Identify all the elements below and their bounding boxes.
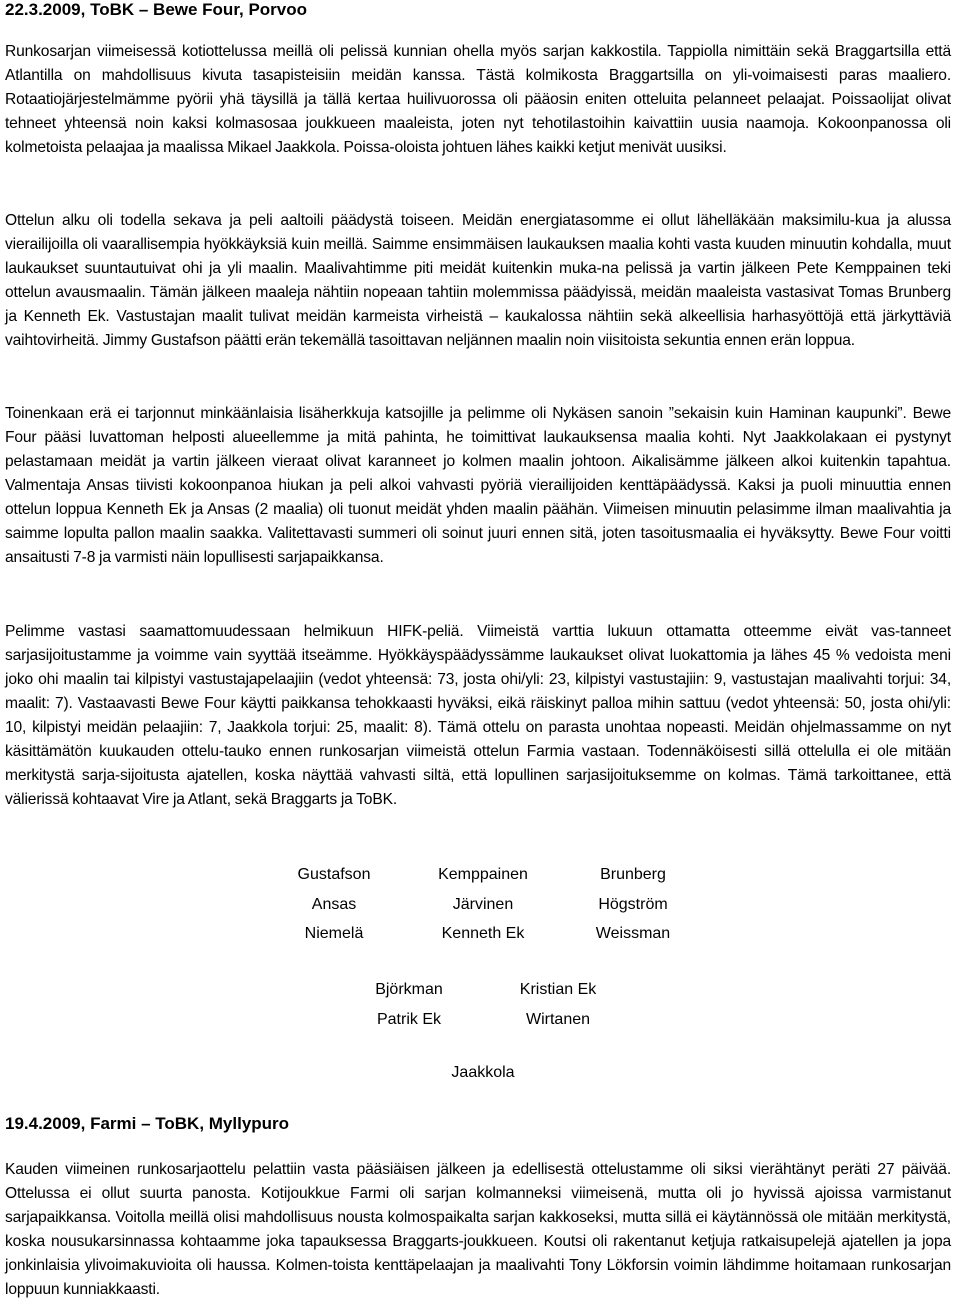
lineup-goalkeeper: Jaakkola: [451, 1064, 515, 1081]
lineup-player: Kemppainen: [438, 866, 528, 883]
lineup-row-3: [0, 922, 960, 946]
lineup-player: Kenneth Ek: [441, 925, 525, 942]
lineup-player: Weissman: [595, 925, 671, 942]
lineup-row-2: [0, 893, 960, 917]
match-report-paragraph-1: Runkosarjan viimeisessä kotiottelussa meillä oli pelissä kunnian ohella myös sarjan kakkostila. Tappiolla nimittäin sekä Braggartsilla että Atlantilla on mahdollisuus kivuta tasapisteisiin meidän kanssa. Tästä kolmikosta Braggartsilla on yli-voimaisesti paras maaliero. Rotaatiojärjestelmämme pyörii yhä täysillä ja tällä kertaa huilivuorossa oli pääosin eniten otteluita pelanneet pelaajat. Poissaolijat olivat tehneet yhteensä noin kaksi kolmasosaa joukkueen maaleista, joten nyt tehotilastoihin kaivattiin uusia naamoja. Kokoonpanossa oli kolmetoista pelaajaa ja maalissa Mikael Jaakkola. Poissa-oloista johtuen lähes kaikki ketjut menivät uusiksi.: [5, 43, 951, 156]
match-report-paragraph-2: Ottelun alku oli todella sekava ja peli aaltoili päädystä toiseen. Meidän energiatasomme ei ollut lähelläkään maksimilu-kua ja alussa vierailijoilla oli vaarallisempia hyökkäyksiä kuin meillä. Saimme ensimmäisen laukauksen maalia kohti vasta kuuden minuutin kohdalla, muut laukaukset suuntautuivat ohi ja yli maalin. Maalivahtimme piti meidät kuitenkin muka-na pelissä ja vartin jälkeen Pete Kemppainen teki ottelun avausmaalin. Tämän jälkeen maaleja nähtiin nopeaan tahtiin molemmissa päädyissä, meidän maaleista vastasivat Tomas Brunberg ja Kenneth Ek. Vastustajan maalit tulivat meidän karmeista virheistä – kaukalossa nähtiin sekä alkeellisia harhasyöttöjä että järkyttäviä vaihtovirheitä. Jimmy Gustafson päätti erän tekemällä tasoittavan neljännen maalin noin viisitoista sekuntia ennen erän loppua.: [5, 212, 951, 349]
lineup-player: Brunberg: [600, 866, 666, 883]
match-heading-tobk-bewe-four: 22.3.2009, ToBK – Bewe Four, Porvoo: [5, 0, 308, 19]
lineup-row-4: [0, 978, 960, 1002]
lineup-row-5: [0, 1008, 960, 1032]
lineup-player: Wirtanen: [525, 1011, 591, 1028]
lineup-player: Gustafson: [297, 866, 371, 883]
match-report-paragraph-4: Pelimme vastasi saamattomuudessaan helmikuun HIFK-peliä. Viimeistä varttia lukuun ottamatta otteemme eivät vas-tanneet sarjasijoitustamme ja voimme vain syyttää itseämme. Hyökkäyspäädyssämme laukaukset olivat luokattomia ja lähes 45 % vedoista meni joko ohi maalin tai kilpistyi vastustajapelaajiin (vedot yhteensä: 73, josta ohi/yli: 23, kilpistyi vastustajiin: 9, vastustajan maalivahti torjui: 34, maalit: 7). Vastaavasti Bewe Four käytti paikkansa tehokkaasti hyväksi, eikä räiskinyt palloa mihin sattuu (vedot yhteensä: 50, josta ohi/yli: 10, kilpistyi meidän pelaajiin: 7, Jaakkola torjui: 25, maalit: 8). Tämä ottelu on parasta unohtaa nopeasti. Meidän ohjelmassamme on nyt käsittämätön kuukauden ottelu-tauko ennen runkosarjan viimeistä ottelun Farmia vastaan. Todennäköisesti sillä ottelulla ei ole mitään merkitystä sarja-sijoitusta ajatellen, koska näyttää vahvasti siltä, että lopullinen sarjasijoituksemme on kolmas. Tämä tarkoittanee, että välierissä kohtaavat Vire ja Atlant, sekä Braggarts ja ToBK.: [5, 623, 951, 808]
match-report-paragraph-5: Kauden viimeinen runkosarjaottelu pelattiin vasta pääsiäisen jälkeen ja edellisestä ottelustamme oli siksi vierähtänyt peräti 27 päivää. Ottelussa ei ollut suurta panosta. Kotijoukkue Farmi oli sarjan kolmanneksi viimeisenä, mutta oli jo hyvissä ajoissa varmistanut sarjapaikkansa. Voitolla meillä olisi mahdollisuus nousta kolmospaikalta sarjan kakkoseksi, mutta sillä ei käytännössä ole mitään merkitystä, koska nousukarsinnassa kohtaamme joka tapauksessa Braggarts-joukkueen. Koutsi oli rakentanut ketjuja ratkaisupelejä ajatellen ja jopa jonkinlaisia ylivoimakuvioita oli haussa. Kolmen-toista kenttäpelaajan ja maalivahti Tony Lökforsin voimin lähdimme hoitamaan runkosarjan loppuun kunniakkaasti.: [5, 1161, 951, 1298]
lineup-row-1: [0, 863, 960, 887]
lineup-player: Björkman: [375, 981, 443, 998]
lineup-player: Niemelä: [304, 925, 364, 942]
lineup-player: Kristian Ek: [519, 981, 597, 998]
lineup-player: Patrik Ek: [376, 1011, 441, 1028]
lineup-player: Ansas: [311, 896, 357, 913]
match-report-paragraph-3: Toinenkaan erä ei tarjonnut minkäänlaisia lisäherkkuja katsojille ja pelimme oli Nykäsen sanoin ”sekaisin kuin Haminan kaupunki”. Bewe Four pääsi luvattoman helposti alueellemme ja mitä pahinta, he toimittivat laukauksensa maalia kohti. Nyt Jaakkolakaan ei pystynyt pelastamaan meidät ja vartin jälkeen vieraat olivat karanneet jo kolmen maalin johtoon. Aikalisämme jälkeen alkoi kuitenkin tapahtua. Valmentaja Ansas tiivisti kokoonpanoa hiukan ja peli alkoi vahvasti pyöriä vierailijoiden kenttäpäädyssä. Kaksi ja puoli minuuttia ennen ottelun loppua Kenneth Ek ja Ansas (2 maalia) oli tuonut meidät yhden maalin päähän. Viimeisen minuutin pelasimme ilman maalivahtia ja saimme lopulta pallon maalin saakka. Valitettavasti summeri oli soinut juuri ennen sitä, joten tasoitusmaalia ei hyväksytty. Bewe Four voitti ansaitusti 7-8 ja varmisti näin lopullisesti sarjapaikkansa.: [5, 405, 951, 566]
lineup-player: Järvinen: [452, 896, 514, 913]
lineup-player: Högström: [598, 896, 668, 913]
lineup-goalkeeper-row: [0, 1061, 960, 1085]
match-heading-farmi-tobk: 19.4.2009, Farmi – ToBK, Myllypuro: [5, 1114, 290, 1133]
